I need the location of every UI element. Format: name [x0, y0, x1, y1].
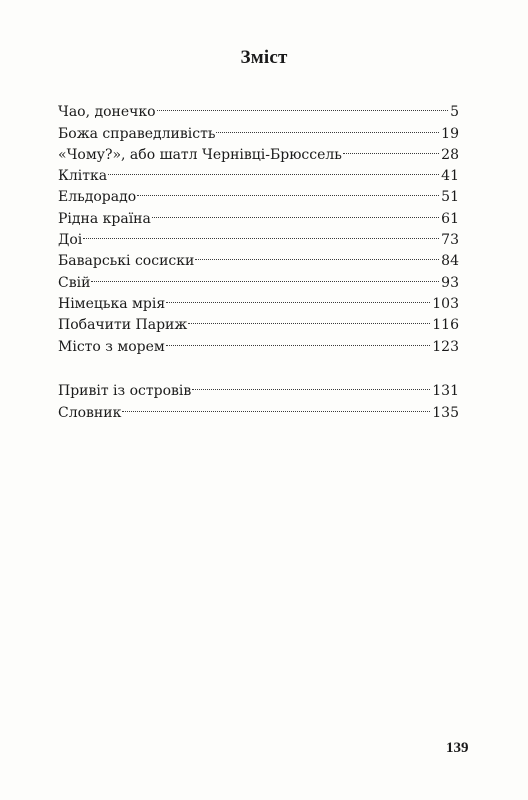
toc-entry-title: «Чому?», або шатл Чернівці-Брюссель — [58, 146, 342, 163]
toc-entry[interactable] — [58, 223, 459, 249]
toc-entry-page: 135 — [432, 404, 459, 421]
toc-entry-page: 116 — [432, 317, 459, 334]
toc-entry-title: Баварські сосиски — [58, 253, 195, 270]
dot-leader — [91, 265, 439, 286]
dot-leader — [166, 329, 430, 350]
dot-leader — [137, 180, 439, 201]
toc-entry-title: Рідна країна — [58, 210, 151, 227]
toc-entry-title: Побачити Париж — [58, 317, 188, 334]
toc-entry-page: 103 — [432, 295, 459, 312]
toc-entry-title: Привіт із островів — [58, 383, 192, 400]
dot-leader — [195, 244, 439, 265]
dot-leader — [166, 287, 430, 308]
toc-entry-page: 84 — [441, 253, 459, 270]
toc-entry[interactable] — [58, 374, 459, 400]
toc-entry-title: Свій — [58, 274, 91, 291]
table-of-contents-appendix — [58, 374, 459, 421]
toc-entry-page: 123 — [432, 338, 459, 355]
table-of-contents — [58, 95, 459, 355]
dot-leader — [83, 223, 439, 244]
toc-entry-title: Німецька мрія — [58, 295, 166, 312]
toc-entry-page: 19 — [441, 125, 459, 142]
dot-leader — [192, 374, 430, 395]
toc-entry-page: 28 — [441, 146, 459, 163]
toc-entry-title: Доі — [58, 232, 83, 249]
dot-leader — [157, 95, 448, 116]
page-number: 139 — [446, 740, 469, 756]
dot-leader — [343, 138, 439, 159]
toc-entry-title: Клітка — [58, 168, 108, 185]
dot-leader — [188, 308, 430, 329]
toc-entry-title: Ельдорадо — [58, 189, 137, 206]
toc-entry-title: Чао, донечко — [58, 104, 156, 121]
toc-entry-page: 51 — [441, 189, 459, 206]
dot-leader — [152, 201, 439, 222]
toc-entry[interactable] — [58, 180, 459, 206]
toc-entry-page: 131 — [432, 383, 459, 400]
toc-entry[interactable] — [58, 265, 459, 291]
toc-entry-page: 93 — [441, 274, 459, 291]
toc-entry-page: 5 — [450, 104, 459, 121]
toc-entry[interactable] — [58, 95, 459, 121]
toc-entry-title: Місто з морем — [58, 338, 165, 355]
toc-entry[interactable] — [58, 244, 459, 270]
toc-entry-page: 41 — [441, 168, 459, 185]
toc-entry-title: Словник — [58, 404, 122, 421]
dot-leader — [216, 116, 439, 137]
toc-entry-page: 61 — [441, 210, 459, 227]
page-title: Зміст — [240, 47, 288, 68]
toc-entry[interactable] — [58, 159, 459, 185]
dot-leader — [108, 159, 439, 180]
dot-leader — [122, 395, 430, 416]
toc-entry-page: 73 — [441, 232, 459, 249]
toc-entry[interactable] — [58, 287, 459, 312]
toc-entry-title: Божа справедливість — [58, 125, 216, 142]
